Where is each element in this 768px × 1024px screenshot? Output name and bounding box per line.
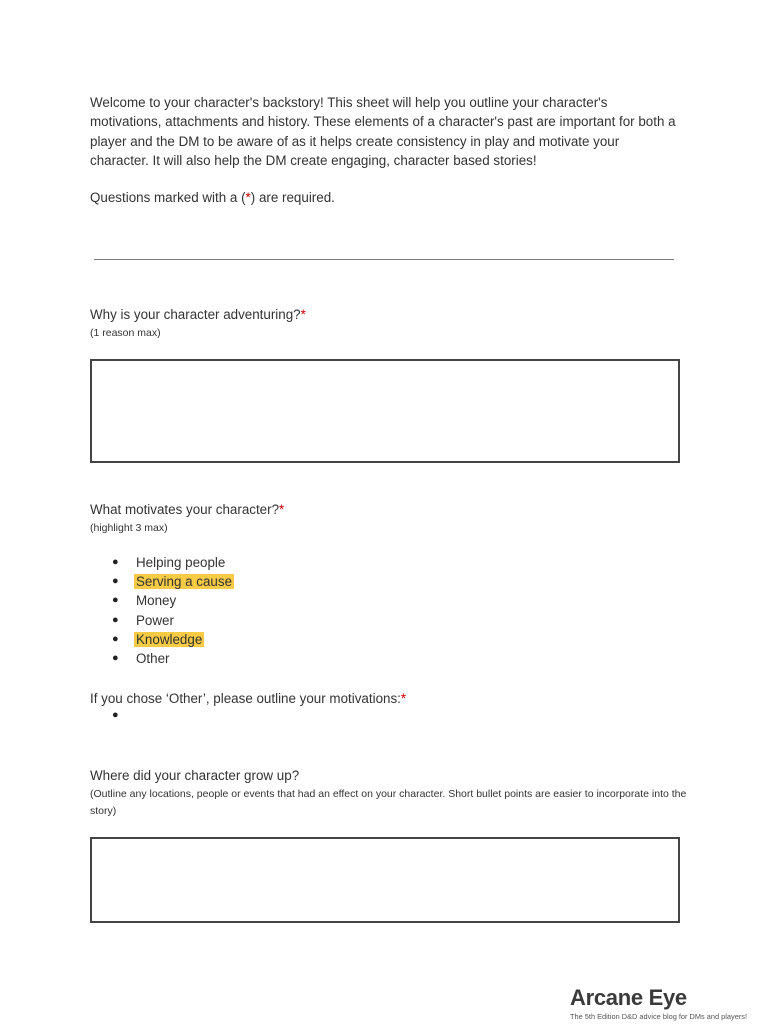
- option-label-highlighted: Knowledge: [136, 631, 203, 647]
- intro-paragraph: Welcome to your character's backstory! This sheet will help you outline your character's motivations, attachments and history. These elements of a character's past are important for both a player and the DM to be aware of as it helps create consistency in play and motivate your character. It will also help the DM create engaging, character based stories!: [90, 95, 676, 168]
- question-other-motivations: [90, 691, 406, 706]
- list-item[interactable]: [112, 553, 234, 572]
- bullet-icon: ●: [112, 594, 119, 607]
- required-asterisk: *: [279, 502, 285, 517]
- arcane-eye-logo: [570, 985, 760, 1021]
- required-note-after: ) are required.: [250, 190, 335, 205]
- required-asterisk: *: [300, 307, 306, 322]
- hint-adventuring: (1 reason max): [90, 327, 161, 339]
- question-motivations-text: What motivates your character?: [90, 502, 280, 517]
- required-asterisk: *: [400, 691, 407, 706]
- logo-tagline: The 5th Edition D&D advice blog for DMs and players!: [570, 1012, 748, 1021]
- hint-grow-up: (Outline any locations, people or events that had an effect on your character. Short bullet points are easier to incorporate into the story): [90, 788, 687, 817]
- logo-name: Arcane Eye: [570, 985, 687, 1010]
- answer-box-grow-up[interactable]: [90, 837, 680, 923]
- option-label: Money: [136, 593, 177, 609]
- bullet-icon: ●: [112, 556, 119, 568]
- required-asterisk: *: [245, 190, 251, 205]
- list-item[interactable]: [112, 611, 234, 630]
- bullet-icon: ●: [112, 632, 119, 645]
- question-grow-up: Where did your character grow up?: [90, 768, 300, 783]
- list-item[interactable]: [112, 630, 234, 649]
- question-other-text: If you chose ‘Other’, please outline your motivations:: [90, 691, 401, 706]
- bullet-icon: ●: [112, 613, 119, 626]
- required-note-before: Questions marked with a (: [90, 190, 246, 205]
- required-note: [90, 190, 335, 205]
- list-item[interactable]: [112, 572, 234, 591]
- question-adventuring: [90, 307, 306, 322]
- divider-line: [94, 259, 674, 260]
- question-adventuring-text: Why is your character adventuring?: [90, 307, 301, 322]
- answer-box-adventuring[interactable]: [90, 359, 680, 463]
- empty-bullet-icon[interactable]: ●: [112, 709, 119, 721]
- motivation-list: [112, 553, 234, 668]
- option-label-highlighted: Serving a cause: [136, 574, 233, 590]
- option-label: Other: [136, 650, 170, 666]
- bullet-icon: ●: [112, 575, 119, 588]
- option-label: Helping people: [136, 555, 226, 570]
- list-item[interactable]: [112, 649, 234, 668]
- bullet-icon: ●: [112, 651, 119, 664]
- option-label: Power: [136, 612, 174, 628]
- hint-motivations: (highlight 3 max): [90, 522, 168, 534]
- question-motivations: [90, 502, 284, 517]
- list-item[interactable]: [112, 591, 234, 610]
